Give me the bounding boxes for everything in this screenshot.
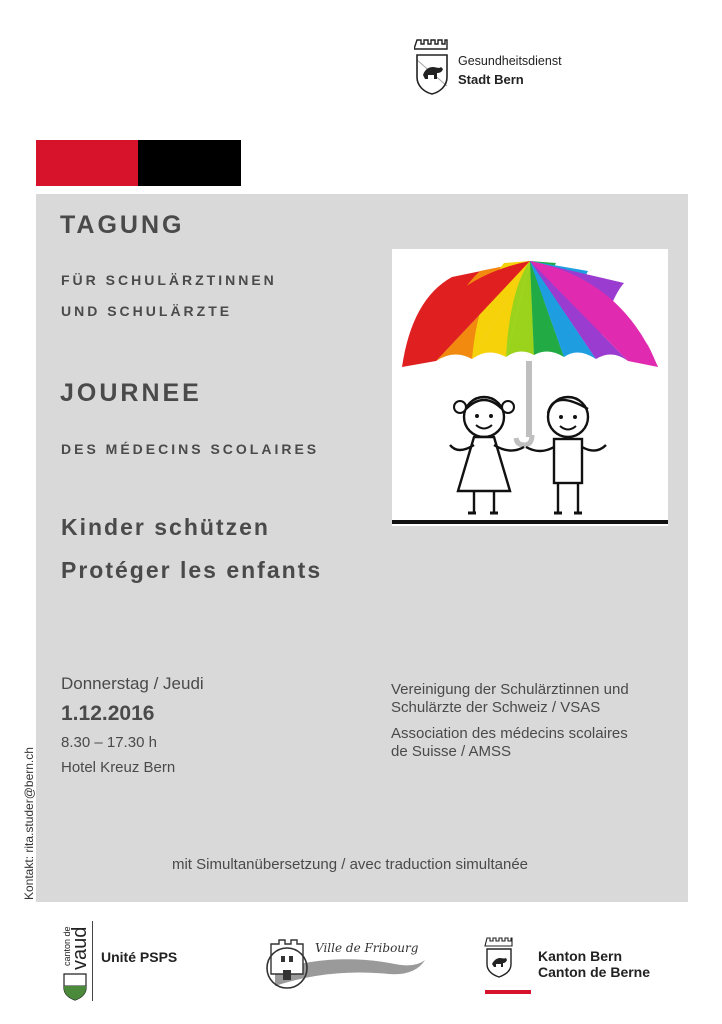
translation-note <box>0 856 722 873</box>
contact-info: Kontakt: rita.studer@bern.ch <box>22 747 36 900</box>
organizer-fr-line1: Association des médecins scolaires <box>391 725 628 742</box>
kanton-bern-red-bar <box>485 990 531 994</box>
event-date: 1.12.2016 <box>61 702 155 725</box>
event-venue: Hotel Kreuz Bern <box>61 759 176 776</box>
kanton-bern-crest-icon <box>484 936 514 978</box>
bern-crest-icon <box>414 38 450 96</box>
theme-line-de: Kinder schützen <box>61 514 270 540</box>
accent-bar-black <box>138 140 241 186</box>
event-day: Donnerstag / Jeudi <box>61 674 204 693</box>
fribourg-label: Ville de Fribourg <box>315 941 419 955</box>
organizer-fr-line2: de Suisse / AMSS <box>391 743 512 760</box>
fribourg-tower-icon <box>235 930 425 994</box>
vaud-crest-icon <box>60 922 96 1002</box>
header-logo <box>414 38 614 98</box>
vaud-big-text: vaud <box>69 926 91 970</box>
translation-note-text: mit Simultanübersetzung / avec traduction simultanée <box>171 856 528 873</box>
fribourg-logo <box>235 930 425 994</box>
kanton-bern-logo <box>484 936 514 978</box>
vaud-small-text: canton de <box>62 926 72 966</box>
theme-line-fr: Protéger les enfants <box>61 557 323 583</box>
title-fr-sub: DES MÉDECINS SCOLAIRES <box>61 441 320 457</box>
umbrella-illustration <box>392 249 668 526</box>
title-de-sub-line2: UND SCHULÄRZTE <box>61 303 233 319</box>
title-fr-heading: JOURNEE <box>60 379 202 407</box>
accent-bar-red <box>36 140 138 186</box>
vaud-logo <box>60 922 96 1002</box>
umbrella-children-icon <box>392 249 668 526</box>
title-de-sub-line1: FÜR SCHULÄRZTINNEN <box>61 272 277 288</box>
title-de-heading: TAGUNG <box>60 211 185 239</box>
event-time: 8.30 – 17.30 h <box>61 734 157 751</box>
kanton-bern-line1: Kanton Bern <box>538 948 622 964</box>
organizer-de-line1: Vereinigung der Schulärztinnen und <box>391 681 629 698</box>
header-org-line2: Stadt Bern <box>458 72 524 87</box>
header-org-line1: Gesundheitsdienst <box>458 54 562 68</box>
kanton-bern-line2: Canton de Berne <box>538 964 651 980</box>
psps-label: Unité PSPS <box>101 949 178 965</box>
vaud-divider <box>92 921 93 1001</box>
organizer-de-line2: Schulärzte der Schweiz / VSAS <box>391 699 601 716</box>
